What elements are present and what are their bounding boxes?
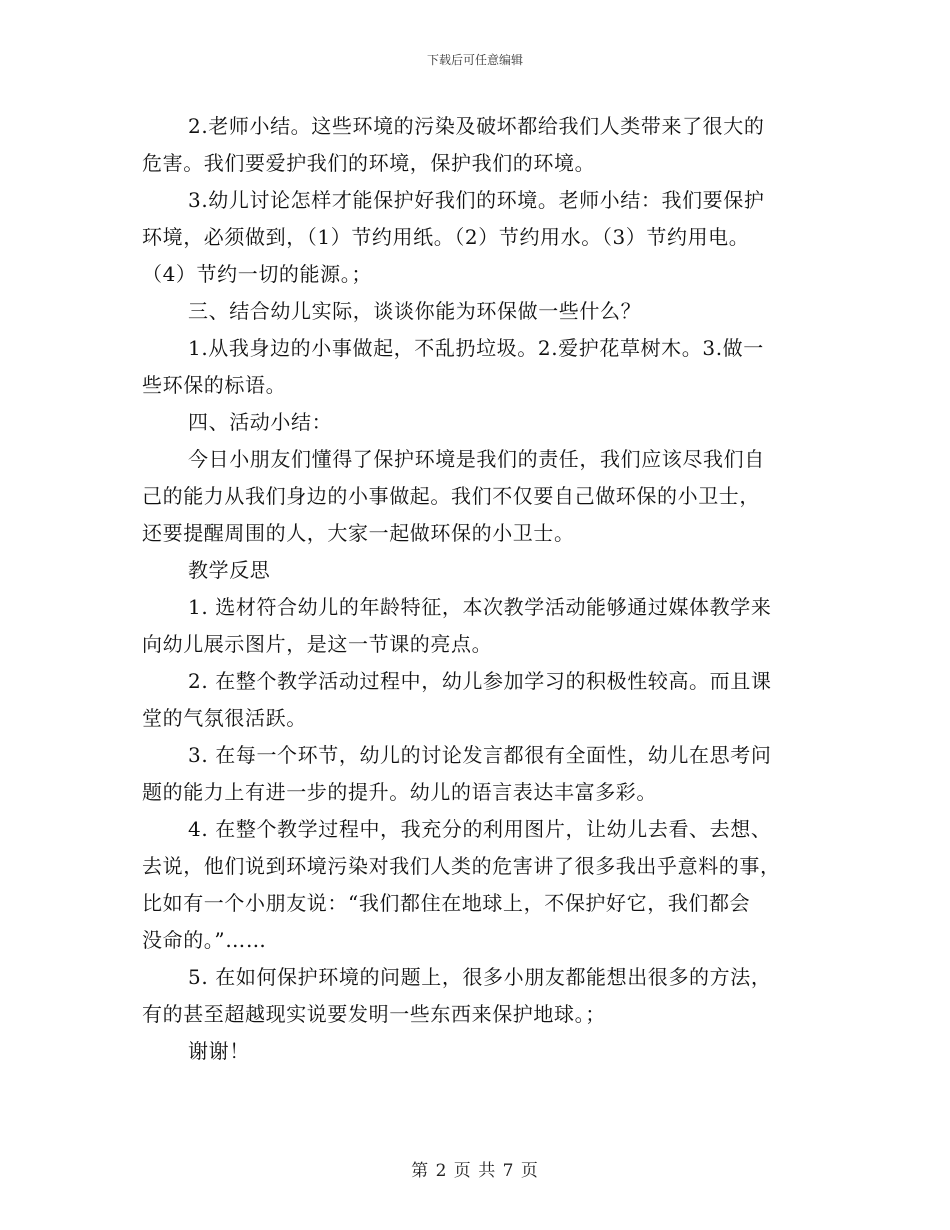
text-line: 3. 在每一个环节，幼儿的讨论发言都很有全面性，幼儿在思考问 xyxy=(188,743,772,767)
text-line: 教学反思 xyxy=(188,558,271,582)
text-line: 些环保的标语。 xyxy=(142,373,287,397)
document-body xyxy=(142,108,810,1070)
text-line: 4. 在整个教学过程中，我充分的利用图片，让幼儿去看、去想、 xyxy=(188,817,772,841)
text-line: 危害。我们要爱护我们的环境，保护我们的环境。 xyxy=(142,151,596,175)
text-line: 三、结合幼儿实际，谈谈你能为环保做一些什么？ xyxy=(188,299,642,323)
text-line: 还要提醒周围的人，大家一起做环保的小卫士。 xyxy=(142,521,575,545)
text-line: 比如有一个小朋友说：“我们都住在地球上，不保护好它，我们都会 xyxy=(142,891,751,915)
text-line: 环境，必须做到，（1）节约用纸。（2）节约用水。（3）节约用电。 xyxy=(142,225,750,249)
text-line: （4）节约一切的能源。； xyxy=(142,262,372,286)
text-line: 向幼儿展示图片，是这一节课的亮点。 xyxy=(142,632,493,656)
text-line: 今日小朋友们懂得了保护环境是我们的责任，我们应该尽我们自 xyxy=(188,447,765,471)
text-line: 2. 在整个教学活动过程中，幼儿参加学习的积极性较高。而且课 xyxy=(188,669,772,693)
page-number: 第 2 页 共 7 页 xyxy=(411,1161,539,1181)
text-line: 去说，他们说到环境污染对我们人类的危害讲了很多我出乎意料的事， xyxy=(142,854,781,878)
text-line: 3.幼儿讨论怎样才能保护好我们的环境。老师小结：我们要保护 xyxy=(188,188,765,212)
text-line: 没命的。”…… xyxy=(142,928,267,952)
text-line: 谢谢！ xyxy=(188,1039,250,1063)
text-line: 题的能力上有进一步的提升。幼儿的语言表达丰富多彩。 xyxy=(142,780,657,804)
text-line: 堂的气氛很活跃。 xyxy=(142,706,307,730)
text-line: 2.老师小结。这些环境的污染及破坏都给我们人类带来了很大的 xyxy=(188,114,765,138)
text-line: 四、活动小结： xyxy=(188,410,333,434)
text-line: 己的能力从我们身边的小事做起。我们不仅要自己做环保的小卫士， xyxy=(142,484,760,508)
text-line: 1.从我身边的小事做起，不乱扔垃圾。2.爱护花草树木。3.做一 xyxy=(188,336,764,360)
text-line: 有的甚至超越现实说要发明一些东西来保护地球。； xyxy=(142,1002,606,1026)
page-header: 下载后可任意编辑 xyxy=(426,53,523,67)
text-line: 1. 选材符合幼儿的年龄特征，本次教学活动能够通过媒体教学来 xyxy=(188,595,772,619)
text-line: 5. 在如何保护环境的问题上，很多小朋友都能想出很多的方法， xyxy=(188,965,772,989)
